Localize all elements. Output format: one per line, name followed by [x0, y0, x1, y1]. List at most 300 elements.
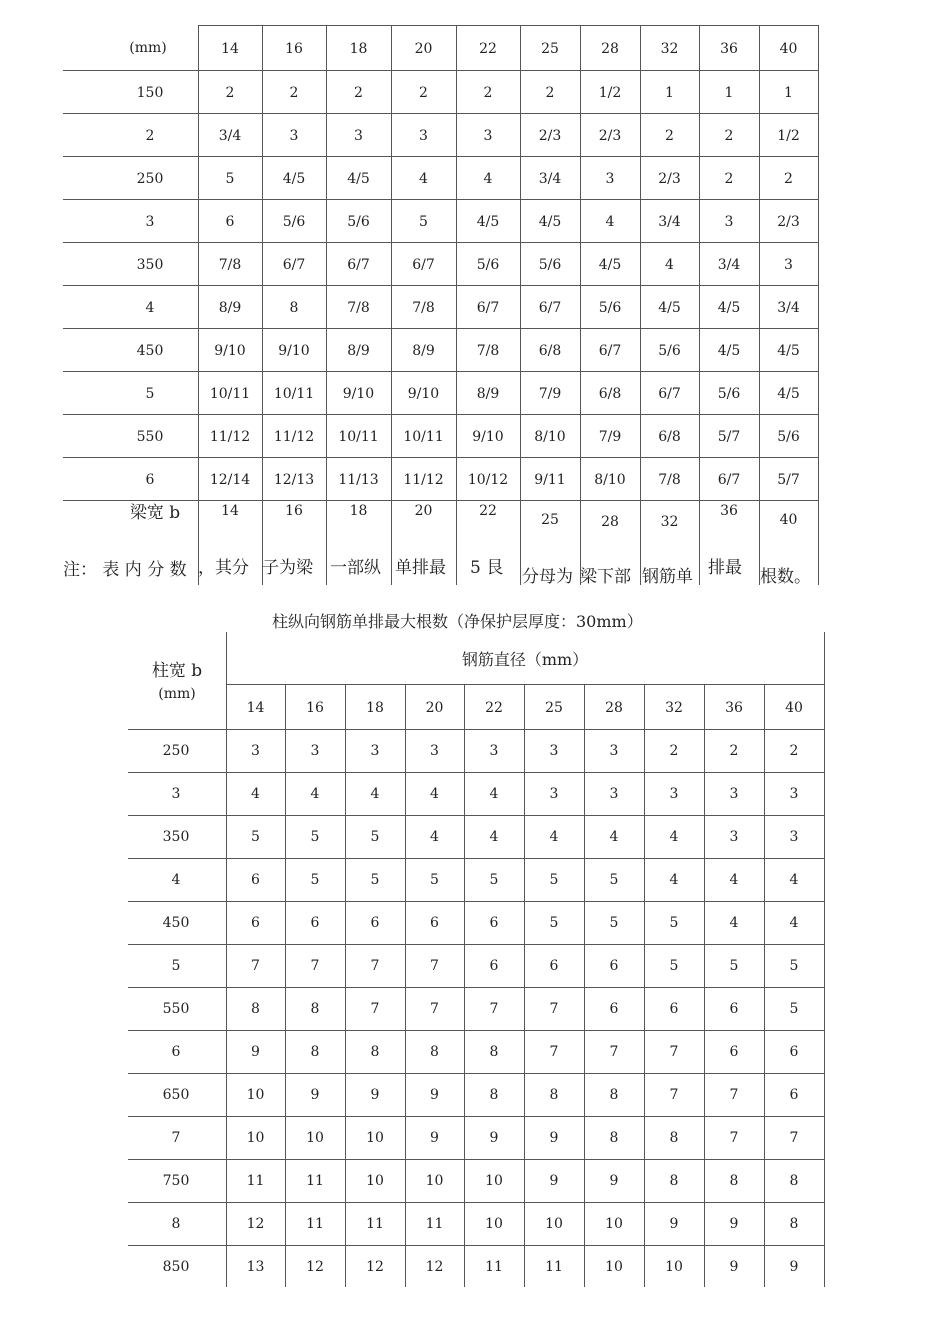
table-cell: 1/2	[598, 85, 622, 101]
table-cell: 7	[310, 958, 320, 974]
table-cell: 4	[430, 829, 439, 845]
table-cell: 5	[789, 958, 799, 974]
table-cell: 4	[310, 786, 320, 802]
table-cell: 3	[609, 743, 619, 759]
table-cell: 1	[784, 85, 793, 101]
table-cell: 8/9	[218, 300, 242, 316]
table-cell: 7/9	[538, 386, 562, 402]
diameter-header: 20	[425, 700, 444, 716]
table-cell: 5	[669, 958, 679, 974]
diameter-header: 28	[601, 41, 619, 57]
table-cell: 2	[669, 743, 679, 759]
table-cell: 8	[609, 1130, 619, 1146]
table-cell: 9	[370, 1087, 380, 1103]
table-cell: 10	[485, 1216, 503, 1232]
footer-diameter: 25	[541, 512, 559, 528]
table-cell: 8/9	[476, 386, 500, 402]
table-cell: 10	[665, 1259, 683, 1275]
table-cell: 5/7	[717, 429, 741, 445]
column-width-cell: 250	[162, 743, 190, 759]
table-cell: 10/11	[209, 386, 251, 402]
footer-diameter: 18	[349, 503, 368, 519]
table-cell: 10	[366, 1173, 384, 1189]
grid-line-v	[464, 684, 465, 1287]
table-cell: 7	[370, 958, 380, 974]
table-cell: 11/13	[338, 472, 379, 488]
grid-line-h	[63, 457, 818, 458]
grid-line-h	[128, 1073, 824, 1074]
table-cell: 11	[306, 1216, 324, 1232]
table-cell: 5	[370, 872, 380, 888]
table-cell: 3	[729, 786, 739, 802]
beam-width-cell: 6	[145, 472, 155, 488]
footer-diameter: 14	[221, 503, 239, 519]
table-cell: 11/12	[273, 429, 315, 445]
unit-label: (mm)	[129, 40, 167, 56]
grid-line-h	[63, 371, 818, 372]
table-cell: 10	[246, 1130, 265, 1146]
column-width-cell: 8	[171, 1216, 181, 1232]
table-cell: 3	[354, 128, 363, 144]
table-cell: 6/7	[476, 300, 500, 316]
table-cell: 11	[306, 1173, 324, 1189]
table-cell: 1	[665, 85, 674, 101]
table-cell: 7	[549, 1001, 559, 1017]
table-cell: 8/10	[534, 429, 566, 445]
table-cell: 5/6	[476, 257, 500, 273]
table-cell: 4/5	[777, 386, 800, 402]
diameter-header: 36	[725, 700, 743, 716]
table-cell: 9/10	[214, 343, 246, 359]
grid-line-v	[824, 632, 825, 1287]
table-cell: 4	[609, 829, 619, 845]
grid-line-h	[128, 815, 824, 816]
beam-width-cell: 5	[145, 386, 155, 402]
footer-diameter: 40	[779, 512, 798, 528]
table-cell: 12/14	[209, 472, 251, 488]
table-cell: 6	[789, 1087, 799, 1103]
table-cell: 4/5	[538, 214, 562, 230]
table-cell: 2	[354, 85, 363, 101]
table-cell: 2/3	[598, 128, 622, 144]
table-cell: 6	[251, 872, 260, 888]
table-cell: 3	[789, 829, 799, 845]
table-cell: 4/5	[717, 343, 741, 359]
diameter-header: 16	[306, 700, 324, 716]
table-cell: 10	[605, 1259, 623, 1275]
column-width-cell: 850	[162, 1259, 190, 1275]
table-cell: 6/7	[282, 257, 306, 273]
grid-line-h	[128, 901, 824, 902]
grid-line-h	[128, 1245, 824, 1246]
table-cell: 2	[724, 128, 734, 144]
table-cell: 9/10	[407, 386, 440, 402]
grid-line-h	[128, 1116, 824, 1117]
table-cell: 3	[370, 743, 380, 759]
table-cell: 2	[784, 171, 793, 187]
table-cell: 6	[789, 1044, 799, 1060]
table-cell: 6	[251, 915, 260, 931]
grid-line-h	[128, 987, 824, 988]
table-cell: 3	[729, 829, 739, 845]
table-cell: 5	[310, 829, 320, 845]
table-cell: 5	[729, 958, 739, 974]
table-cell: 4	[483, 171, 493, 187]
table-cell: 4	[669, 829, 679, 845]
table-cell: 4	[789, 915, 799, 931]
table-cell: 6	[489, 958, 499, 974]
table-cell: 4	[489, 829, 499, 845]
table-cell: 9	[729, 1216, 739, 1232]
table-cell: 2	[729, 743, 739, 759]
table-cell: 6/8	[658, 429, 681, 445]
table-cell: 4	[251, 786, 260, 802]
table-cell: 3/4	[218, 128, 242, 144]
table-cell: 12	[425, 1259, 444, 1275]
grid-line-h	[63, 328, 818, 329]
note-fragment: 根数。	[760, 567, 811, 585]
table-title: 柱纵向钢筋单排最大根数（净保护层厚度：30mm）	[272, 612, 643, 631]
table-cell: 3/4	[538, 171, 562, 187]
table-cell: 11	[425, 1216, 444, 1232]
grid-line-h	[63, 414, 818, 415]
table-cell: 4	[419, 171, 428, 187]
grid-line-h	[128, 944, 824, 945]
table-cell: 10/11	[403, 429, 444, 445]
table-cell: 2	[724, 171, 734, 187]
table-cell: 8	[789, 1216, 799, 1232]
table-cell: 4	[370, 786, 380, 802]
table-cell: 7	[609, 1044, 619, 1060]
table-cell: 9/10	[472, 429, 504, 445]
table-cell: 3	[419, 128, 428, 144]
table-cell: 5	[669, 915, 679, 931]
table-cell: 7/8	[347, 300, 370, 316]
table-cell: 13	[246, 1259, 265, 1275]
table-cell: 8/9	[347, 343, 370, 359]
grid-line-v	[818, 25, 819, 585]
table-cell: 9	[669, 1216, 679, 1232]
table-cell: 10	[306, 1130, 324, 1146]
grid-line-h	[63, 242, 818, 243]
table-cell: 5	[789, 1001, 799, 1017]
diameter-header: 18	[366, 700, 384, 716]
note-fragment: 单排最	[395, 558, 446, 578]
table-cell: 8	[489, 1087, 499, 1103]
column-width-cell: 5	[171, 958, 181, 974]
diameter-header: 40	[785, 700, 803, 716]
column-width-cell: 750	[162, 1173, 190, 1189]
table-cell: 3	[430, 743, 439, 759]
table-cell: 5/6	[538, 257, 562, 273]
note-fragment: 一部纵	[330, 558, 381, 578]
table-cell: 4/5	[717, 300, 741, 316]
grid-line-h	[128, 858, 824, 859]
table-cell: 7	[430, 1001, 439, 1017]
table-cell: 5	[419, 214, 428, 230]
table-cell: 4	[729, 915, 739, 931]
table-cell: 4/5	[347, 171, 370, 187]
beam-width-cell: 350	[136, 257, 164, 273]
note-fragment: 5 艮	[470, 558, 504, 578]
table-cell: 8	[310, 1044, 320, 1060]
table-cell: 9	[789, 1259, 799, 1275]
table-cell: 6/7	[538, 300, 562, 316]
table-cell: 2	[789, 743, 799, 759]
beam-width-cell: 4	[145, 300, 155, 316]
table-cell: 2/3	[658, 171, 681, 187]
diameter-header: 32	[660, 41, 679, 57]
table-cell: 7	[430, 958, 439, 974]
note-fragment: 注： 表 内 分 数	[63, 560, 187, 580]
table-cell: 10/12	[467, 472, 509, 488]
grid-line-h	[63, 156, 818, 157]
beam-width-cell: 450	[136, 343, 164, 359]
diameter-header: 20	[414, 41, 433, 57]
table-cell: 3	[669, 786, 679, 802]
table-cell: 6	[549, 958, 559, 974]
grid-line-h	[128, 1030, 824, 1031]
table-cell: 3/4	[777, 300, 800, 316]
table-cell: 5	[225, 171, 235, 187]
table-cell: 3	[251, 743, 260, 759]
grid-line-h	[63, 285, 818, 286]
table-cell: 6	[430, 915, 439, 931]
table-cell: 8	[370, 1044, 380, 1060]
table-cell: 4/5	[476, 214, 500, 230]
grid-line-h	[63, 199, 818, 200]
grid-line-v	[405, 684, 406, 1287]
grid-line-h	[63, 500, 818, 501]
table-cell: 3/4	[717, 257, 741, 273]
table-cell: 9	[251, 1044, 260, 1060]
table-cell: 9	[549, 1130, 559, 1146]
table-cell: 2	[483, 85, 493, 101]
table-cell: 10	[366, 1130, 384, 1146]
beam-width-cell: 150	[136, 85, 164, 101]
grid-line-h	[198, 25, 818, 26]
note-fragment: ，其分	[198, 558, 249, 578]
grid-line-v	[345, 684, 346, 1287]
column-width-cell: 450	[162, 915, 190, 931]
table-cell: 7	[251, 958, 260, 974]
column-width-cell: 350	[162, 829, 190, 845]
table-cell: 1	[724, 85, 734, 101]
table-cell: 8	[289, 300, 299, 316]
table-cell: 7	[789, 1130, 799, 1146]
table-cell: 7/8	[658, 472, 681, 488]
table-cell: 7	[729, 1130, 739, 1146]
table-cell: 4	[605, 214, 615, 230]
beam-width-cell: 2	[145, 128, 155, 144]
table-cell: 3	[605, 171, 615, 187]
diameter-header: 14	[246, 700, 265, 716]
grid-line-h	[63, 70, 818, 71]
table-cell: 3	[549, 786, 559, 802]
table-cell: 6/7	[658, 386, 681, 402]
table-cell: 9/10	[342, 386, 375, 402]
footer-diameter: 36	[720, 503, 738, 519]
table-cell: 10	[425, 1173, 444, 1189]
diameter-header: 16	[285, 41, 303, 57]
table-cell: 9	[729, 1259, 739, 1275]
table-cell: 6	[729, 1001, 739, 1017]
table-cell: 11	[545, 1259, 563, 1275]
table-cell: 11	[246, 1173, 265, 1189]
grid-line-v	[524, 684, 525, 1287]
table-cell: 10/11	[273, 386, 315, 402]
column-width-cell: 550	[162, 1001, 190, 1017]
grid-line-h	[63, 113, 818, 114]
table-cell: 7	[549, 1044, 559, 1060]
footer-diameter: 28	[601, 514, 619, 530]
note-fragment: 梁下部	[580, 567, 631, 585]
table-cell: 12	[366, 1259, 384, 1275]
table-cell: 4	[489, 786, 499, 802]
table-cell: 12	[246, 1216, 265, 1232]
table-cell: 6/7	[717, 472, 741, 488]
table-cell: 4	[665, 257, 674, 273]
table-cell: 7	[370, 1001, 380, 1017]
table-cell: 5/6	[598, 300, 622, 316]
table-cell: 8	[430, 1044, 439, 1060]
table-cell: 6	[370, 915, 380, 931]
diameter-header: 22	[479, 41, 497, 57]
table-cell: 6/7	[598, 343, 622, 359]
table-cell: 5	[609, 915, 619, 931]
table-cell: 11/12	[209, 429, 251, 445]
note-fragment: 子为梁	[262, 558, 313, 578]
table-cell: 4	[729, 872, 739, 888]
column-width-unit: (mm)	[158, 686, 196, 702]
footer-diameter: 20	[414, 503, 433, 519]
table-cell: 9/10	[278, 343, 310, 359]
table-cell: 2	[225, 85, 235, 101]
table-cell: 8	[549, 1087, 559, 1103]
table-cell: 6	[310, 915, 320, 931]
table-cell: 8/10	[594, 472, 626, 488]
table-cell: 3	[784, 257, 793, 273]
table-cell: 5	[251, 829, 260, 845]
table-cell: 7	[489, 1001, 499, 1017]
table-cell: 10	[246, 1087, 265, 1103]
table-cell: 4	[669, 872, 679, 888]
table-cell: 9	[549, 1173, 559, 1189]
grid-line-h	[226, 684, 824, 685]
table-cell: 7/8	[476, 343, 500, 359]
footer-diameter: 16	[285, 503, 303, 519]
table-cell: 3	[724, 214, 734, 230]
table-cell: 11/12	[403, 472, 444, 488]
table-cell: 8	[669, 1130, 679, 1146]
table-cell: 4/5	[658, 300, 681, 316]
column-width-cell: 6	[171, 1044, 181, 1060]
footer-diameter: 32	[660, 514, 679, 530]
table-cell: 8	[251, 1001, 260, 1017]
grid-line-h	[128, 1159, 824, 1160]
table-cell: 12	[306, 1259, 324, 1275]
table-cell: 4/5	[777, 343, 800, 359]
table-cell: 9	[489, 1130, 499, 1146]
table-cell: 8	[489, 1044, 499, 1060]
table-cell: 4/5	[282, 171, 306, 187]
table-cell: 11	[366, 1216, 384, 1232]
diameter-header: 25	[545, 700, 563, 716]
table-cell: 3/4	[658, 214, 681, 230]
beam-width-label: 梁宽 b	[129, 503, 181, 523]
table-cell: 9	[609, 1173, 619, 1189]
table-cell: 2	[545, 85, 555, 101]
table-cell: 5/7	[777, 472, 800, 488]
column-width-header: 柱宽 b	[151, 661, 203, 681]
table-cell: 6/7	[412, 257, 435, 273]
table-cell: 2/3	[538, 128, 562, 144]
diameter-group-header: 钢筋直径（mm）	[461, 650, 589, 669]
table-cell: 5/6	[658, 343, 681, 359]
table-cell: 3	[609, 786, 619, 802]
table-cell: 3	[483, 128, 493, 144]
table-cell: 5	[549, 915, 559, 931]
grid-line-v	[285, 684, 286, 1287]
table-cell: 8	[669, 1173, 679, 1189]
table-cell: 3	[310, 743, 320, 759]
table-cell: 9/11	[534, 472, 566, 488]
grid-line-v	[584, 684, 585, 1287]
table-cell: 3	[289, 128, 299, 144]
table-cell: 5	[489, 872, 499, 888]
grid-line-v	[644, 684, 645, 1287]
table-cell: 6	[669, 1001, 679, 1017]
table-cell: 5	[370, 829, 380, 845]
table-cell: 2/3	[777, 214, 800, 230]
table-cell: 12/13	[273, 472, 315, 488]
diameter-header: 22	[485, 700, 503, 716]
table-cell: 10	[485, 1173, 503, 1189]
table-cell: 10/11	[338, 429, 379, 445]
table-cell: 6	[609, 1001, 619, 1017]
table-cell: 9	[430, 1087, 439, 1103]
table-cell: 5	[430, 872, 439, 888]
table-cell: 7/8	[412, 300, 435, 316]
table-cell: 3	[489, 743, 499, 759]
table-cell: 3	[789, 786, 799, 802]
table-cell: 7	[669, 1087, 679, 1103]
table-cell: 5/6	[282, 214, 306, 230]
table-cell: 6	[225, 214, 235, 230]
column-width-cell: 4	[171, 872, 181, 888]
table-cell: 2	[289, 85, 299, 101]
table-cell: 6	[609, 958, 619, 974]
table-cell: 7/9	[598, 429, 622, 445]
grid-line-h	[128, 729, 824, 730]
grid-line-v	[764, 684, 765, 1287]
note-fragment: 分母为	[522, 567, 573, 585]
table-cell: 8	[310, 1001, 320, 1017]
table-cell: 6	[729, 1044, 739, 1060]
table-cell: 5	[310, 872, 320, 888]
grid-line-h	[128, 772, 824, 773]
table-cell: 8	[789, 1173, 799, 1189]
beam-width-cell: 250	[136, 171, 164, 187]
table-cell: 7	[669, 1044, 679, 1060]
table-cell: 6	[489, 915, 499, 931]
column-width-cell: 650	[162, 1087, 190, 1103]
table-cell: 11	[485, 1259, 503, 1275]
table-cell: 10	[605, 1216, 623, 1232]
table-cell: 6/7	[347, 257, 370, 273]
beam-width-cell: 3	[145, 214, 155, 230]
column-width-cell: 7	[171, 1130, 181, 1146]
